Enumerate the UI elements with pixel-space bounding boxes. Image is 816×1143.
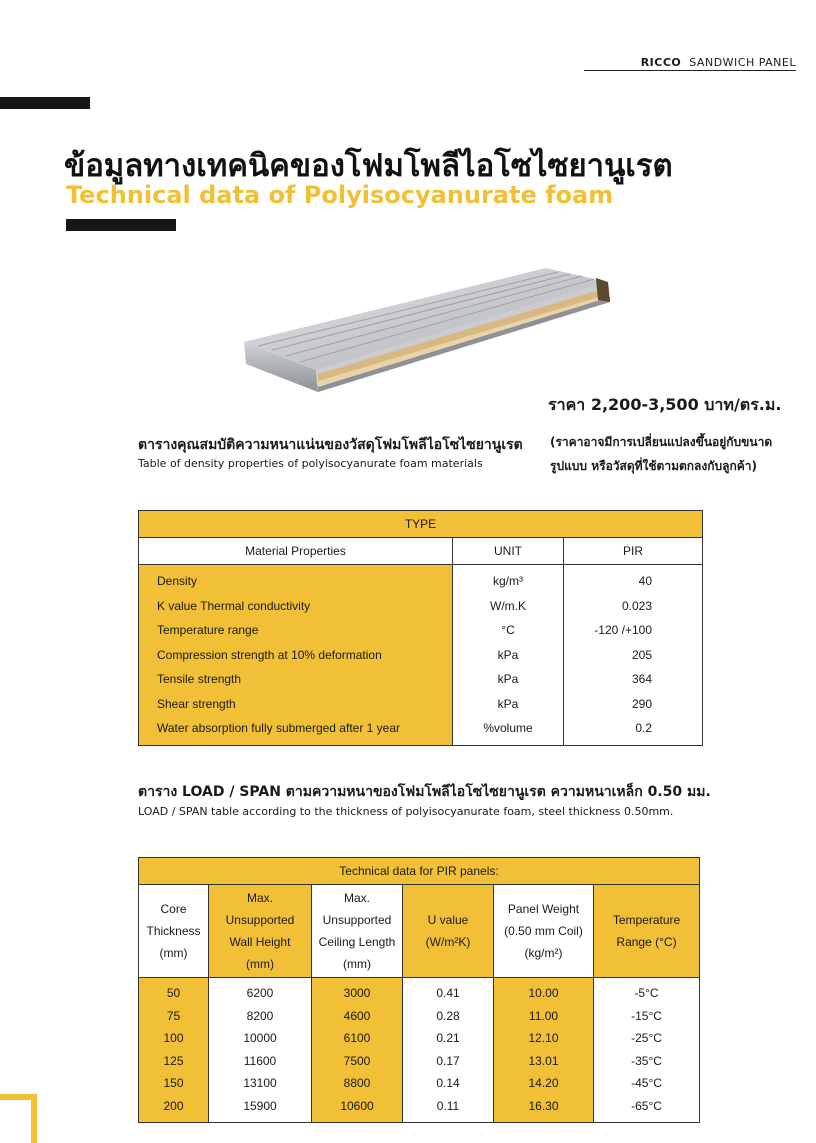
load-span-caption-thai: ตาราง LOAD / SPAN ตามความหนาของโฟมโพลีไอโซไซยานูเรต ความหนาเหล็ก 0.50 มม. [138,784,711,800]
cell-value: 15900 [243,1098,277,1113]
cell-value: 0.41 [436,986,460,1000]
cell-value: 14.20 [528,1076,559,1091]
unit-value: kg/m³ [493,574,523,588]
table-type-header: TYPE [139,511,703,538]
cell-value: 3000 [343,986,371,1000]
property-name: Compression strength at 10% deformation [157,647,382,662]
cell-value: -25°C [631,1031,662,1046]
cell-value: 8800 [343,1076,371,1091]
cell-value: -35°C [631,1053,662,1068]
header-line: U value [427,913,469,927]
page-title-english: Technical data of Polyisocyanurate foam [66,181,614,209]
cell-value: 10.00 [528,986,559,1000]
column-header-unit: UNIT [453,538,564,565]
cell-value: 0.14 [436,1076,460,1091]
header-line: (kg/m²) [524,946,563,960]
pir-values-cell [564,565,703,746]
pir-value: 364 [631,672,652,686]
cell-value: 10000 [243,1031,277,1046]
header-line: Unsupported [225,913,295,927]
header-line: (mm) [343,957,371,971]
column-header-panel-weight [494,885,594,978]
density-properties-table [138,510,703,746]
header-line: Max. [246,891,273,905]
column-header-pir: PIR [564,538,703,565]
cell-value: 13100 [243,1076,277,1091]
unit-value: kPa [497,672,519,686]
column-header-u-value [403,885,494,978]
cell-value: 11.00 [528,1008,559,1023]
header-line: Panel Weight [507,902,580,916]
core-thickness-values [139,978,209,1123]
unit-value: W/m.K [490,598,526,613]
brand-logo [641,56,796,69]
ceiling-length-values [312,978,403,1123]
header-line: (0.50 mm Coil) [504,924,583,938]
corner-bracket-decoration [0,1091,40,1143]
cell-value: 0.11 [436,1098,460,1113]
property-name: Temperature range [157,623,259,637]
brand-name-rest: SANDWICH PANEL [689,56,796,69]
cell-value: 6100 [343,1031,371,1046]
header-line: Ceiling Length [318,935,396,949]
pir-value: -120 /+100 [594,623,652,637]
header-line: (mm) [159,946,188,960]
cell-value: -5°C [634,986,659,1000]
unit-value: kPa [497,647,519,662]
cell-value: 12.10 [528,1031,559,1046]
header-line: Max. [343,891,370,905]
property-name: Water absorption fully submerged after 1 year [157,721,401,735]
cell-value: 0.28 [436,1008,460,1023]
cell-value: 0.17 [436,1053,460,1068]
header-line: Range (°C) [616,935,677,949]
header-line: Temperature [612,913,681,927]
density-table-caption-thai: ตารางคุณสมบัติความหนาแน่นของวัสดุโฟมโพลีไอโซไซยานูเรต [138,437,523,453]
decorative-bar-middle [66,219,176,231]
pir-value: 0.023 [621,598,652,613]
pir-table-title: Technical data for PIR panels: [139,858,700,885]
decorative-bar-top [0,97,90,109]
property-name: Density [157,574,198,588]
page-title-thai: ข้อมูลทางเทคนิคของโฟมโพลีไอโซไซยานูเรต [64,148,673,184]
column-header-wall-height [209,885,312,978]
cell-value: 200 [163,1098,184,1113]
header-line: Wall Height [229,935,291,949]
property-name: Shear strength [157,696,236,711]
column-header-core-thickness [139,885,209,978]
property-names-cell [139,565,453,746]
cell-value: 50 [166,986,181,1000]
header-line: Thickness [146,924,201,938]
column-header-material-properties: Material Properties [139,538,453,565]
cell-value: -45°C [631,1076,662,1091]
cell-value: 10600 [340,1098,374,1113]
cell-value: 7500 [343,1053,371,1068]
header-line: (W/m²K) [425,935,471,949]
load-span-caption-english: LOAD / SPAN table according to the thickness of polyisocyanurate foam, steel thickness 0.50mm. [138,805,674,818]
units-cell [453,565,564,746]
property-name: K value Thermal conductivity [157,598,311,613]
pir-value: 290 [631,696,652,711]
cell-value: 75 [166,1008,181,1023]
cell-value: 6200 [246,986,274,1000]
cell-value: 150 [163,1076,184,1091]
cell-value: 100 [163,1031,184,1046]
cell-value: 125 [163,1053,184,1068]
pir-technical-table [138,857,700,1123]
unit-value: kPa [497,696,519,711]
cell-value: -65°C [631,1098,662,1113]
cell-value: 4600 [343,1008,371,1023]
brand-underline [584,70,796,71]
cell-value: -15°C [631,1008,662,1023]
unit-value: %volume [483,721,533,735]
cell-value: 8200 [246,1008,274,1023]
u-values [403,978,494,1123]
cell-value: 11600 [243,1053,277,1068]
sandwich-panel-image [236,260,614,410]
cell-value: 13.01 [528,1053,559,1068]
pir-value: 40 [638,574,652,588]
column-header-ceiling-length [312,885,403,978]
unit-value: °C [501,623,515,637]
price-note [550,430,772,478]
price-text: ราคา 2,200-3,500 บาท/ตร.ม. [548,395,782,414]
brand-name-bold: RICCO [640,56,682,69]
panel-weight-values [494,978,594,1123]
property-name: Tensile strength [157,672,242,686]
header-line: (mm) [246,957,274,971]
temperature-range-values [594,978,700,1123]
header-line: Core [160,902,187,916]
column-header-temperature-range [594,885,700,978]
price-note-line-1: (ราคาอาจมีการเปลี่ยนแปลงขึ้นอยู่กับขนาด [550,435,773,449]
density-table-caption-english: Table of density properties of polyisocyanurate foam materials [138,457,483,470]
price-note-line-2: รูปแบบ หรือวัสดุที่ใช้ตามตกลงกับลูกค้า) [550,459,758,473]
pir-value: 205 [631,647,652,662]
cell-value: 16.30 [528,1098,559,1113]
header-line: Unsupported [322,913,392,927]
pir-value: 0.2 [635,721,652,735]
wall-height-values [209,978,312,1123]
cell-value: 0.21 [436,1031,460,1046]
